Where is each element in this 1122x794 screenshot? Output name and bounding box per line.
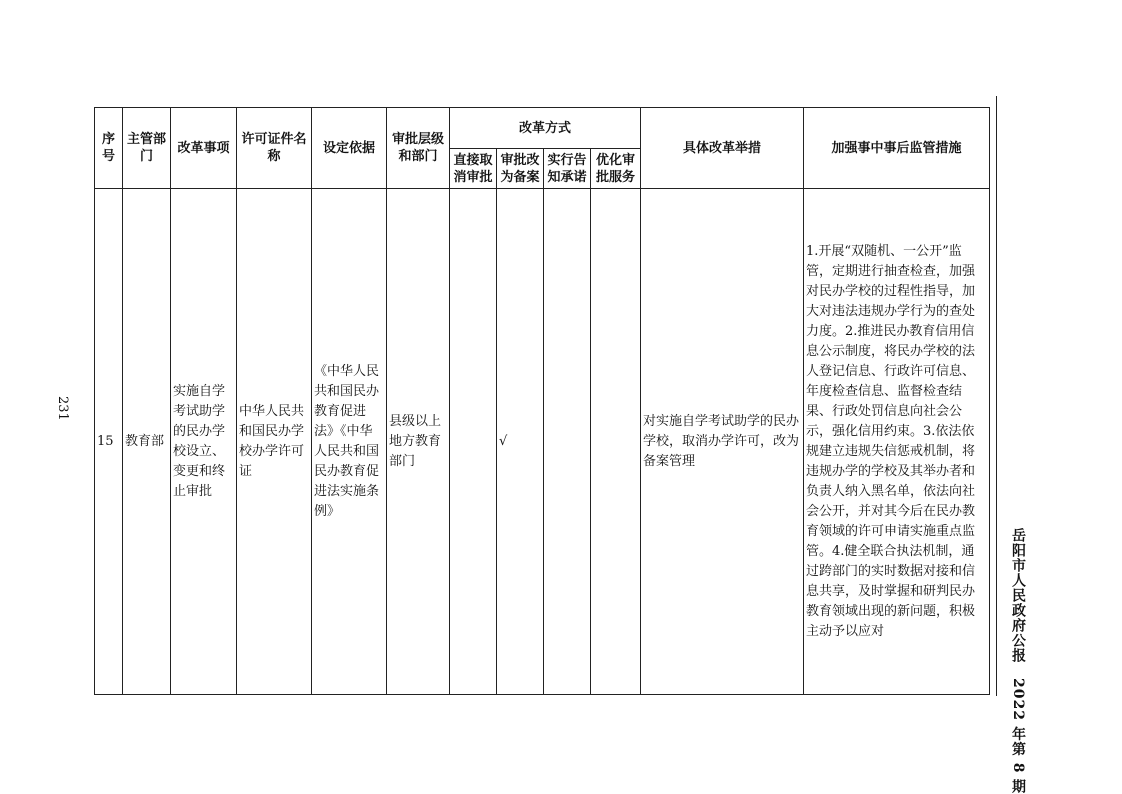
header-method-optimize: 优化审批服务 <box>591 149 641 189</box>
header-seq: 序号 <box>95 108 123 189</box>
header-methods: 改革方式 <box>450 108 641 149</box>
cell-method-cancel <box>450 189 497 695</box>
header-basis: 设定依据 <box>312 108 387 189</box>
cell-license: 中华人民共和国民办学校办学许可证 <box>237 189 312 695</box>
header-supervision: 加强事中事后监管措施 <box>804 108 990 189</box>
side-divider <box>996 96 997 696</box>
journal-title: 岳阳市人民政府公报 2022 年第 8 期 <box>1010 528 1026 794</box>
header-method-cancel: 直接取消审批 <box>450 149 497 189</box>
reform-table <box>94 107 990 695</box>
header-license: 许可证件名称 <box>237 108 312 189</box>
cell-supervision: 1.开展“双随机、一公开”监管，定期进行抽查检查，加强对民办学校的过程性指导，加大对违法违规办学行为的查处力度。2.推进民办教育信用信息公示制度，将民办学校的法人登记信息、行政许可信息、年度检查信息、监督检查结果、行政处罚信息向社会公示，强化信用约束。3.依法依规建立违规失信惩戒机制，将违规办学的学校及其举办者和负责人纳入黑名单，依法向社会公开，并对其今后在民办教育领域的许可申请实施重点监管。4.健全联合执法机制，通过跨部门的实时数据对接和信息共享，及时掌握和研判民办教育领域出现的新问题，积极主动予以应对 <box>804 189 990 695</box>
cell-level: 县级以上地方教育部门 <box>387 189 450 695</box>
cell-method-commit <box>544 189 591 695</box>
table-row <box>95 189 990 695</box>
cell-method-filing: √ <box>497 189 544 695</box>
header-measures: 具体改革举措 <box>641 108 804 189</box>
header-method-filing: 审批改为备案 <box>497 149 544 189</box>
cell-dept: 教育部 <box>123 189 171 695</box>
cell-item: 实施自学考试助学的民办学校设立、变更和终止审批 <box>171 189 237 695</box>
header-item: 改革事项 <box>171 108 237 189</box>
header-dept: 主管部门 <box>123 108 171 189</box>
cell-method-optimize <box>591 189 641 695</box>
page-number: 231 <box>55 396 70 421</box>
cell-seq: 15 <box>95 189 123 695</box>
cell-basis: 《中华人民共和国民办教育促进法》《中华人民共和国民办教育促进法实施条例》 <box>312 189 387 695</box>
cell-measures: 对实施自学考试助学的民办学校，取消办学许可，改为备案管理 <box>641 189 804 695</box>
header-method-commit: 实行告知承诺 <box>544 149 591 189</box>
header-level: 审批层级和部门 <box>387 108 450 189</box>
